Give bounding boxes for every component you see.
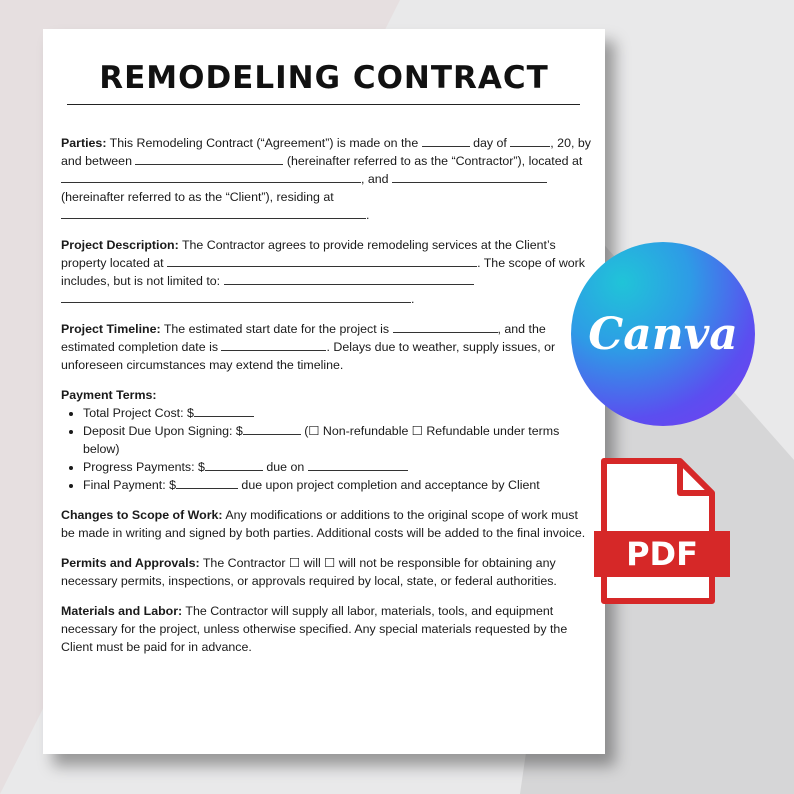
changes-section [61,506,591,542]
project-timeline-heading: Project Timeline: [61,322,161,336]
parties-text-2: day of [469,136,511,150]
scope-blank-2[interactable] [61,291,411,303]
list-item [83,404,591,422]
progress-amount-blank[interactable] [205,459,263,471]
materials-text: The Contractor will supply all labor, materials, tools, and equipment necessary for the project, unless otherwise specified. Any special materials requested by the Client must be paid for in advance. [61,604,568,654]
project-description-heading: Project Description: [61,238,179,252]
date-month-blank[interactable] [510,135,550,147]
final-payment-label: Final Payment: $ [83,478,176,492]
deposit-blank[interactable] [243,423,301,435]
parties-heading: Parties: [61,136,107,150]
project-timeline-section [61,320,591,374]
client-address-blank[interactable] [61,207,366,219]
list-item [83,476,591,494]
parties-text-4: (hereinafter referred to as the “Contractor”), located at [283,154,583,168]
canva-logo-text: Canva [588,308,738,360]
parties-text-5: , and [361,172,393,186]
list-item [83,458,591,476]
total-cost-blank[interactable] [194,405,254,417]
canva-logo [571,242,755,426]
permits-text: The Contractor ☐ will ☐ will not be responsible for obtaining any necessary permits, inspections, or approvals required by local, state, or federal authorities. [61,556,557,588]
date-day-blank[interactable] [422,135,470,147]
parties-section [61,134,591,224]
project-description-section [61,236,591,308]
start-date-blank[interactable] [393,321,498,333]
pdf-label: PDF [626,535,698,573]
project-description-text-1: The Contractor agrees to provide remodeling services at the Client’s property located at [61,238,556,270]
parties-text-6: (hereinafter referred to as the “Client”), residing at [61,190,334,204]
contractor-name-blank[interactable] [135,153,283,165]
client-name-blank[interactable] [392,171,547,183]
list-item [83,422,591,458]
project-timeline-text-1: The estimated start date for the project is [160,322,393,336]
total-cost-label: Total Project Cost: $ [83,406,194,420]
contract-page [43,29,605,754]
deposit-options: (☐ Non-refundable ☐ Refundable under terms below) [83,424,560,456]
progress-date-blank[interactable] [308,459,408,471]
permits-heading: Permits and Approvals: [61,556,200,570]
parties-text-3: , 20, by and between [61,136,591,168]
final-payment-blank[interactable] [176,477,238,489]
changes-heading: Changes to Scope of Work: [61,508,223,522]
page-title: REMODELING CONTRACT [99,60,549,96]
progress-due-label: due on [262,460,308,474]
changes-text: Any modifications or additions to the original scope of work must be made in writing and signed by both parties. Additional costs will be added to the final invoice. [61,508,586,540]
scope-blank-1[interactable] [224,273,474,285]
project-timeline-text-2: , and the estimated completion date is [61,322,546,354]
progress-label: Progress Payments: $ [83,460,205,474]
project-timeline-text-3: . Delays due to weather, supply issues, or unforeseen circumstances may extend the timeline. [61,340,556,372]
final-payment-text: due upon project completion and acceptance by Client [237,478,540,492]
pdf-file-icon [594,457,730,605]
title-divider [67,104,580,105]
materials-heading: Materials and Labor: [61,604,183,618]
completion-date-blank[interactable] [221,339,326,351]
permits-section [61,554,591,590]
project-description-text-2: . The scope of work includes, but is not limited to: [61,256,585,288]
materials-section [61,602,591,656]
parties-text-1: This Remodeling Contract (“Agreement”) is made on the [106,136,422,150]
payment-terms-section [61,386,591,494]
payment-terms-heading: Payment Terms: [61,388,157,402]
parties-text-7: . [366,208,370,222]
deposit-label: Deposit Due Upon Signing: $ [83,424,243,438]
project-description-text-3: . [411,292,415,306]
property-address-blank[interactable] [167,255,477,267]
contract-body [61,134,591,668]
payment-terms-list [61,404,591,494]
contractor-address-blank[interactable] [61,171,361,183]
